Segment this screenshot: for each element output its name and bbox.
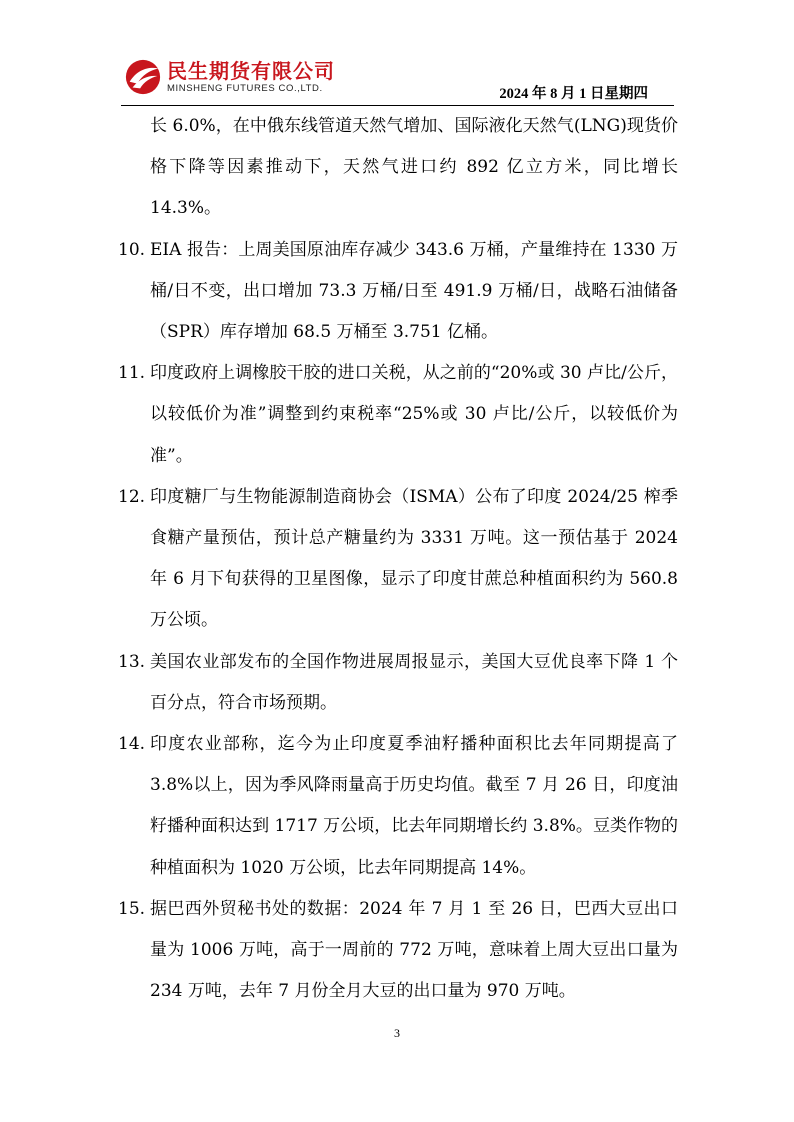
list-item — [118, 353, 678, 477]
news-list — [118, 106, 678, 1012]
item-text: 印度农业部称，迄今为止印度夏季油籽播种面积比去年同期提高了 3.8%以上，因为季风降雨量高于历史均值。截至 7 月 26 日，印度油籽播种面积达到 1717 万公顷，比去年同期增长约 3.8%。豆类作物的种植面积为 1020 万公顷，比去年同期提高 14%。 — [150, 734, 678, 878]
item-number: 10. — [118, 239, 146, 260]
list-item — [118, 642, 678, 724]
list-item — [118, 477, 678, 642]
list-item — [118, 724, 678, 889]
list-item — [118, 889, 678, 1013]
item-number: 11. — [118, 363, 146, 384]
report-date: 2024 年 8 月 1 日星期四 — [499, 86, 648, 102]
company-logo — [121, 52, 371, 102]
item-text: 印度糖厂与生物能源制造商协会（ISMA）公布了印度 2024/25 榨季食糖产量预估，预计总产糖量约为 3331 万吨。这一预估基于 2024 年 6 月下旬获得的卫星图像，显示了印度甘蔗总种植面积约为 560.8 万公顷。 — [150, 486, 678, 631]
item-number: 12. — [118, 486, 146, 507]
item-text: EIA 报告：上周美国原油库存减少 343.6 万桶，产量维持在 1330 万桶/日不变，出口增加 73.3 万桶/日至 491.9 万桶/日，战略石油储备（SPR）库存增加 68.5 万桶至 3.751 亿桶。 — [150, 239, 678, 343]
minsheng-logo-icon — [124, 58, 162, 96]
item-text: 长 6.0%，在中俄东线管道天然气增加、国际液化天然气(LNG)现货价格下降等因素推动下，天然气进口约 892 亿立方米，同比增长 14.3%。 — [150, 116, 678, 219]
item-number: 13. — [118, 651, 146, 672]
item-number: 14. — [118, 734, 146, 755]
list-item — [118, 106, 678, 230]
list-item — [118, 230, 678, 354]
page-header — [121, 52, 674, 106]
page-number: 3 — [394, 1026, 400, 1040]
company-name-cn: 民生期货有限公司 — [167, 59, 335, 83]
item-text: 印度政府上调橡胶干胶的进口关税，从之前的“20%或 30 卢比/公斤，以较低价为准”调整到约束税率“25%或 30 卢比/公斤，以较低价为准”。 — [150, 363, 678, 466]
item-number: 15. — [118, 898, 146, 919]
item-text: 据巴西外贸秘书处的数据：2024 年 7 月 1 至 26 日，巴西大豆出口量为 1006 万吨，高于一周前的 772 万吨，意味着上周大豆出口量为 234 万吨，去年 7 月份全月大豆的出口量为 970 万吨。 — [150, 898, 678, 1002]
item-text: 美国农业部发布的全国作物进展周报显示，美国大豆优良率下降 1 个百分点，符合市场预期。 — [150, 651, 678, 713]
company-name-en: MINSHENG FUTURES CO.,LTD. — [167, 83, 323, 94]
